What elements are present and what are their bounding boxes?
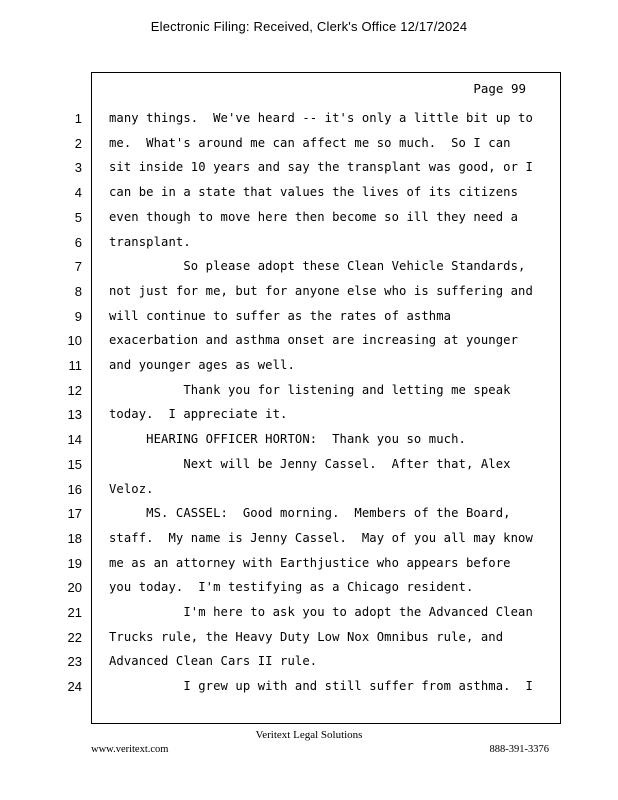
transcript-line: HEARING OFFICER HORTON: Thank you so much. bbox=[109, 432, 466, 447]
transcript-line: exacerbation and asthma onset are increasing at younger bbox=[109, 333, 519, 348]
transcript-line: and younger ages as well. bbox=[109, 358, 295, 372]
line-number: 24 bbox=[67, 679, 82, 695]
line-number: 16 bbox=[67, 481, 82, 497]
transcript-line: sit inside 10 years and say the transplant was good, or I bbox=[109, 160, 533, 175]
line-number: 21 bbox=[67, 605, 82, 620]
transcript-line: transplant. bbox=[109, 234, 191, 249]
transcript-line: many things. We've heard -- it's only a little bit up to bbox=[109, 111, 533, 125]
line-number: 15 bbox=[67, 456, 82, 472]
line-number: 17 bbox=[67, 506, 82, 522]
line-number: 5 bbox=[74, 209, 82, 225]
line-number: 13 bbox=[67, 407, 82, 423]
transcript-line: Thank you for listening and letting me speak bbox=[109, 382, 511, 397]
line-number: 23 bbox=[67, 654, 82, 670]
transcript-line: me as an attorney with Earthjustice who appears before bbox=[109, 555, 511, 570]
transcript-line: MS. CASSEL: Good morning. Members of the Board, bbox=[109, 506, 511, 521]
transcript-line: I grew up with and still suffer from asthma. I bbox=[109, 679, 533, 694]
line-number: 4 bbox=[74, 185, 82, 201]
transcript-line: today. I appreciate it. bbox=[109, 407, 288, 422]
footer-website: www.veritext.com bbox=[91, 744, 169, 755]
line-number: 22 bbox=[67, 629, 82, 645]
transcript-line: Trucks rule, the Heavy Duty Low Nox Omnibus rule, and bbox=[109, 629, 504, 644]
line-number: 12 bbox=[67, 382, 82, 398]
line-number: 18 bbox=[67, 530, 82, 546]
line-number: 19 bbox=[67, 555, 82, 571]
line-number: 20 bbox=[67, 580, 82, 596]
transcript-line: not just for me, but for anyone else who is suffering and bbox=[109, 283, 533, 298]
transcript-line: Advanced Clean Cars II rule. bbox=[109, 654, 318, 669]
line-number: 10 bbox=[67, 333, 82, 349]
transcript-line: will continue to suffer as the rates of asthma bbox=[109, 308, 452, 323]
line-number: 14 bbox=[67, 432, 82, 448]
transcript-line: even though to move here then become so ill they need a bbox=[109, 209, 519, 224]
line-number: 2 bbox=[74, 135, 82, 151]
transcript-line: can be in a state that values the lives of its citizens bbox=[109, 185, 519, 200]
transcript-line: you today. I'm testifying as a Chicago resident. bbox=[109, 580, 474, 595]
filing-header: Electronic Filing: Received, Clerk's Office 12/17/2024 bbox=[150, 19, 468, 34]
footer-phone: 888-391-3376 bbox=[489, 744, 549, 755]
line-number: 7 bbox=[74, 259, 82, 275]
transcript-line: Next will be Jenny Cassel. After that, Alex bbox=[109, 456, 511, 471]
transcript-line: staff. My name is Jenny Cassel. May of you all may know bbox=[109, 530, 533, 545]
transcript-line: me. What's around me can affect me so much. So I can bbox=[109, 135, 511, 150]
page-number: Page 99 bbox=[473, 81, 526, 96]
transcript-line: Veloz. bbox=[109, 481, 154, 496]
line-number: 8 bbox=[74, 283, 82, 299]
transcript-line: So please adopt these Clean Vehicle Standards, bbox=[109, 259, 526, 274]
line-number: 3 bbox=[74, 160, 82, 176]
transcript-line: I'm here to ask you to adopt the Advanced Clean bbox=[109, 605, 533, 619]
line-number: 9 bbox=[74, 308, 82, 324]
line-number: 6 bbox=[74, 234, 82, 250]
line-number: 11 bbox=[68, 358, 82, 373]
footer-company: Veritext Legal Solutions bbox=[255, 729, 363, 741]
line-number: 1 bbox=[74, 111, 82, 126]
